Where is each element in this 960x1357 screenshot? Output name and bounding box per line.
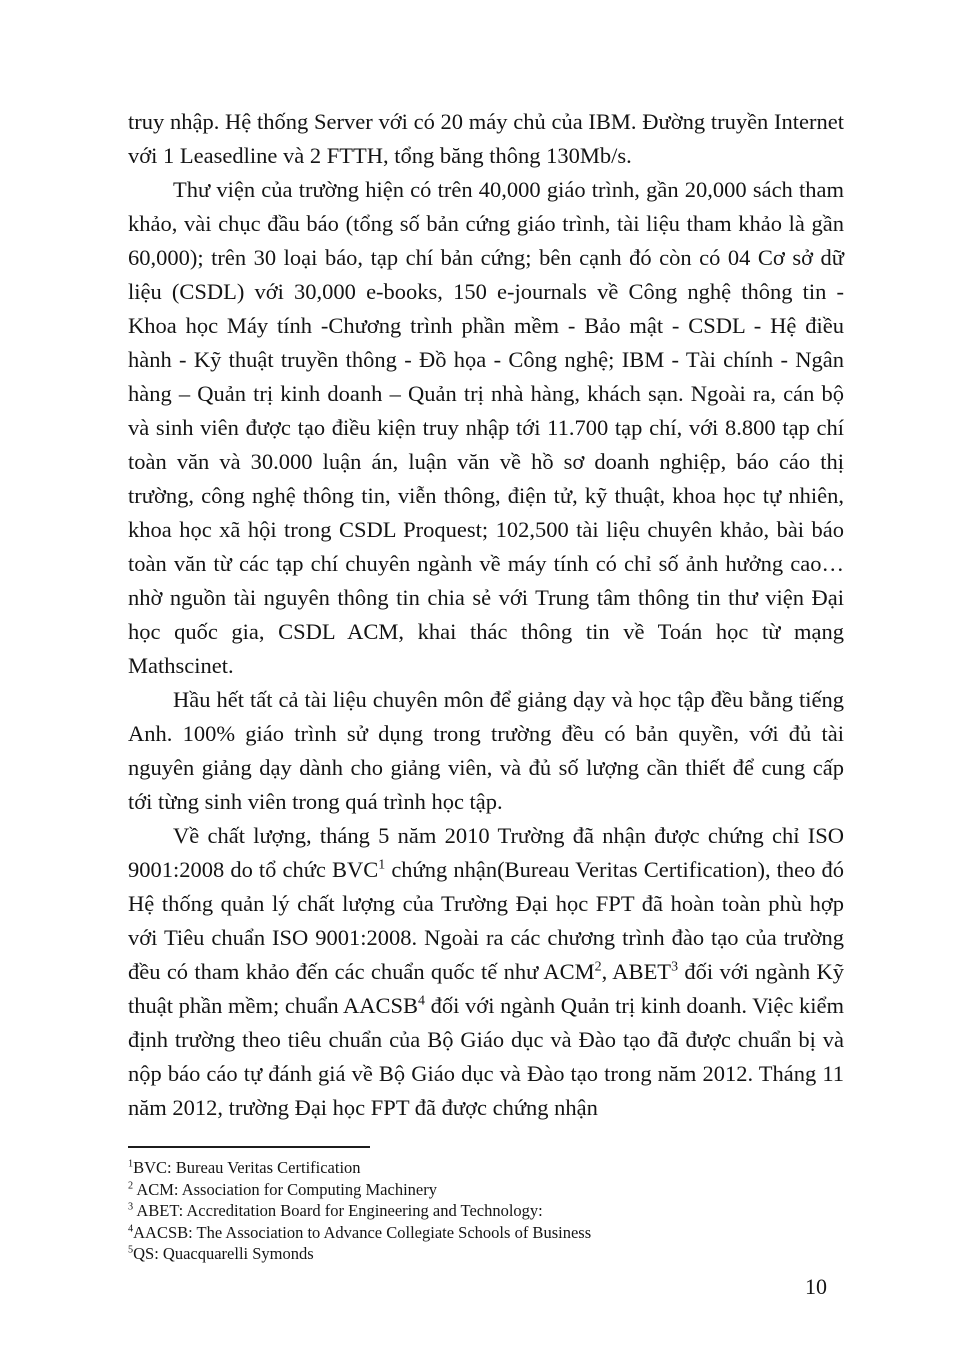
paragraph: Về chất lượng, tháng 5 năm 2010 Trường đã nhận được chứng chỉ ISO 9001:2008 do tổ chức BVC$^1$ chứng nhận(Bureau Veritas Certification), theo đó Hệ thống quản lý chất lượng của Trường Đại học FPT đã hoàn toàn phù hợp với Tiêu chuẩn ISO 9001:2008. Ngoài ra các chương trình đào tạo của trường đều có tham khảo đến các chuẩn quốc tế như ACM$^2$, ABET$^3$ đối với ngành Kỹ thuật phần mềm; chuẩn AACSB$^4$ đối với ngành Quản trị kinh doanh. Việc kiểm định trường theo tiêu chuẩn của Bộ Giáo dục và Đào tạo đã được chuẩn bị và nộp báo cáo tự đánh giá về Bộ Giáo dục và Đào tạo trong năm 2012. Tháng 11 năm 2012, trường Đại học FPT đã được chứng nhận: [128, 823, 844, 1120]
footnote: $^5$QS: Quacquarelli Symonds: [128, 1244, 314, 1263]
footnote-ref: 3: [671, 959, 679, 975]
footnote: $^1$BVC: Bureau Veritas Certification: [128, 1158, 361, 1177]
footnote-marker: 3: [128, 1201, 134, 1213]
footnote: $^4$AACSB: The Association to Advance Collegiate Schools of Business: [128, 1222, 592, 1242]
footnote-ref: 1: [378, 857, 386, 873]
footnote-marker: 2: [128, 1180, 134, 1191]
body-text: [128, 105, 844, 1125]
paragraph: Hầu hết tất cả tài liệu chuyên môn để giảng dạy và học tập đều bằng tiếng Anh. 100% giáo trình sử dụng trong trường đều có bản quyền, với đủ tài nguyên giảng dạy dành cho giảng viên, và đủ số lượng cần thiết để cung cấp tới từng sinh viên trong quá trình học tập.: [128, 687, 844, 814]
footnote-marker: 1: [128, 1158, 134, 1170]
footnote-list: [128, 1157, 844, 1265]
footnote-ref: 4: [418, 993, 426, 1009]
footnote-ref: 2: [594, 959, 602, 975]
paragraph: truy nhập. Hệ thống Server với có 20 máy chủ của IBM. Đường truyền Internet với 1 Leasedline và 2 FTTH, tổng băng thông 130Mb/s.: [128, 109, 844, 168]
footnote: $^2$ ACM: Association for Computing Machinery: [128, 1179, 437, 1199]
paragraph: Thư viện của trường hiện có trên 40,000 giáo trình, gần 20,000 sách tham khảo, vài chục đầu báo (tổng số bản cứng giáo trình, tài liệu tham khảo là gần 60,000); trên 30 loại báo, tạp chí bản cứng; bên cạnh đó còn có 04 Cơ sở dữ liệu (CSDL) với 30,000 e-books, 150 e-journals về Công nghệ thông tin - Khoa học Máy tính -Chương trình phần mềm - Bảo mật - CSDL - Hệ điều hành - Kỹ thuật truyền thông - Đồ họa - Công nghệ; IBM - Tài chính - Ngân hàng – Quản trị kinh doanh – Quản trị nhà hàng, khách sạn. Ngoài ra, cán bộ và sinh viên được tạo điều kiện truy nhập tới 11.700 tạp chí, với 8.800 tạp chí toàn văn và 30.000 luận án, luận văn về hồ sơ doanh nghiệp, báo cáo thị trường, công nghệ thông tin, viễn thông, điện tử, kỹ thuật, khoa học tự nhiên, khoa học xã hội trong CSDL Proquest; 102,500 tài liệu chuyên khảo, bài báo toàn văn từ các tạp chí chuyên ngành về máy tính có chỉ số ảnh hưởng cao…nhờ nguồn tài nguyên thông tin chia sẻ với Trung tâm thông tin thư viện Đại học quốc gia, CSDL ACM, khai thác thông tin về Toán học từ mạng Mathscinet.: [128, 177, 844, 678]
footnote-separator: [128, 1146, 370, 1148]
page-number: 10: [805, 1274, 827, 1299]
footnote-marker: 4: [128, 1223, 134, 1234]
footnote-area: [128, 1146, 844, 1265]
footnote: $^3$ ABET: Accreditation Board for Engineering and Technology:: [128, 1201, 543, 1220]
footnote-marker: 5: [128, 1244, 134, 1256]
